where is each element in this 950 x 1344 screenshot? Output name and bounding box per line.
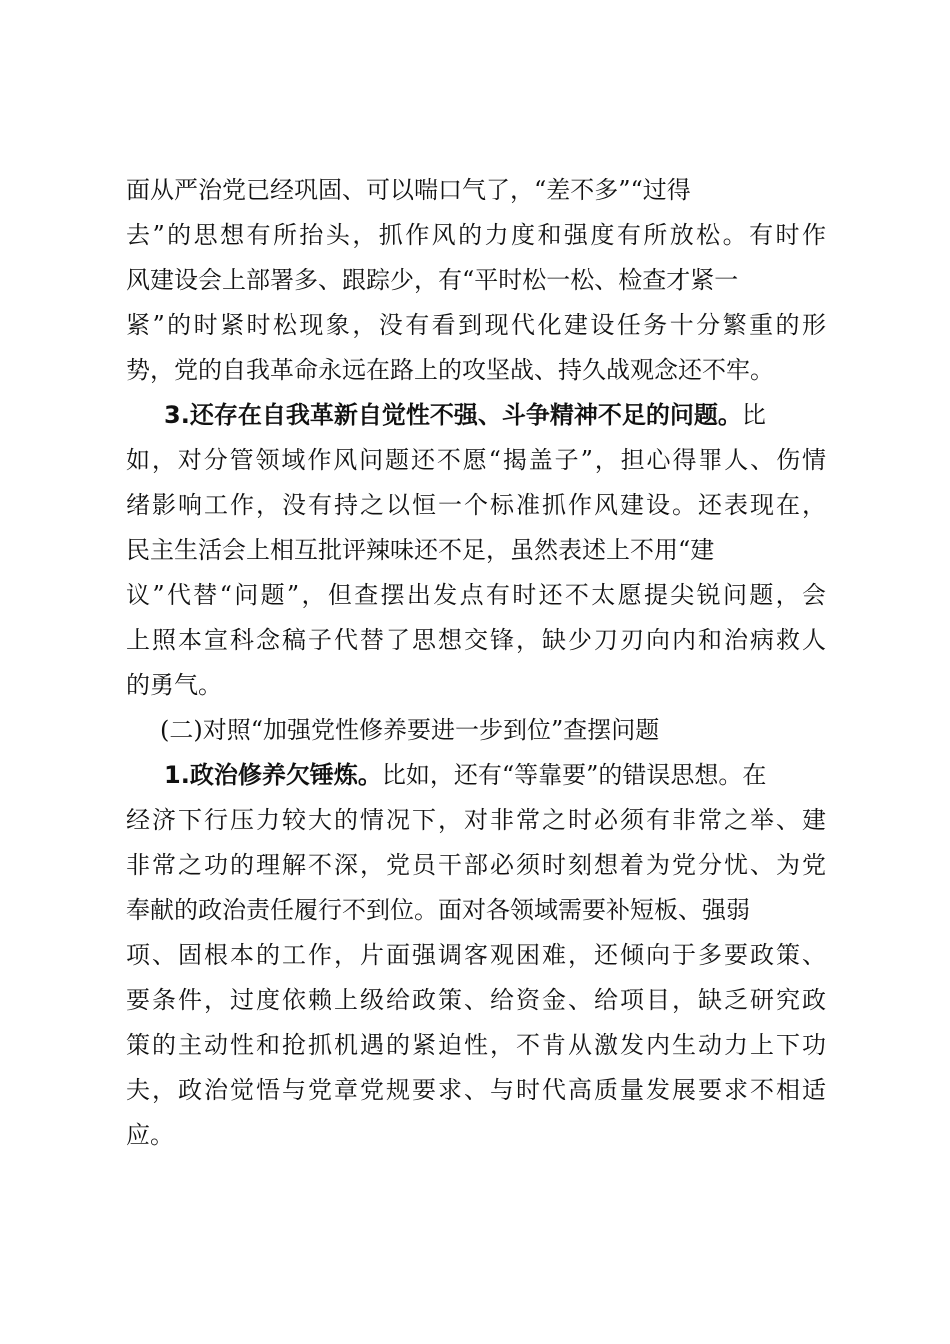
text-line: 势，党的自我革命永远在路上的攻坚战、持久战观念还不牢。 xyxy=(126,356,774,384)
text-line: 策的主动性和抢抓机遇的紧迫性，不肯从激发内生动力上下功 xyxy=(126,1031,826,1059)
heading-continuation: 比 xyxy=(741,401,766,429)
heading-continuation: 比如，还有“等靠要”的错误思想。在 xyxy=(381,761,767,789)
text-line: 奉献的政治责任履行不到位。面对各领域需要补短板、强弱 xyxy=(126,896,750,924)
paragraph-heading-line xyxy=(126,393,826,438)
document-body xyxy=(126,168,826,1158)
text-line: 议”代替“问题”，但查摆出发点有时还不太愿提尖锐问题，会 xyxy=(126,581,826,609)
text-line: 夫，政治觉悟与党章党规要求、与时代高质量发展要求不相适 xyxy=(126,1076,826,1104)
text-line: 非常之功的理解不深，党员干部必须时刻想着为党分忧、为党 xyxy=(126,851,826,879)
text-line: 如，对分管领域作风问题还不愿“揭盖子”，担心得罪人、伤情 xyxy=(126,446,826,474)
bold-heading-1: 1.政治修养欠锤炼。 xyxy=(164,761,382,789)
text-line: 要条件，过度依赖上级给政策、给资金、给项目，缺乏研究政 xyxy=(126,986,826,1014)
text-line: 项、固根本的工作，片面强调客观困难，还倾向于多要政策、 xyxy=(126,941,826,969)
paragraph-heading-line xyxy=(126,753,826,798)
text-line: 绪影响工作，没有持之以恒一个标准抓作风建设。还表现在， xyxy=(126,491,826,519)
text-line: 应。 xyxy=(126,1121,174,1149)
text-line: 民主生活会上相互批评辣味还不足，虽然表述上不用“建 xyxy=(126,536,715,564)
section-heading: (二)对照“加强党性修养要进一步到位”查摆问题 xyxy=(160,716,660,744)
text-line: 面从严治党已经巩固、可以喘口气了，“差不多”“过得 xyxy=(126,176,691,204)
text-line: 去”的思想有所抬头，抓作风的力度和强度有所放松。有时作 xyxy=(126,221,826,249)
text-line: 紧”的时紧时松现象，没有看到现代化建设任务十分繁重的形 xyxy=(126,311,826,339)
bold-heading-3: 3.还存在自我革新自觉性不强、斗争精神不足的问题。 xyxy=(164,401,742,429)
text-line: 风建设会上部署多、跟踪少，有“平时松一松、检查才紧一 xyxy=(126,266,739,294)
text-line: 经济下行压力较大的情况下，对非常之时必须有非常之举、建 xyxy=(126,806,826,834)
text-line: 的勇气。 xyxy=(126,671,222,699)
text-line: 上照本宣科念稿子代替了思想交锋，缺少刀刃向内和治病救人 xyxy=(126,626,826,654)
